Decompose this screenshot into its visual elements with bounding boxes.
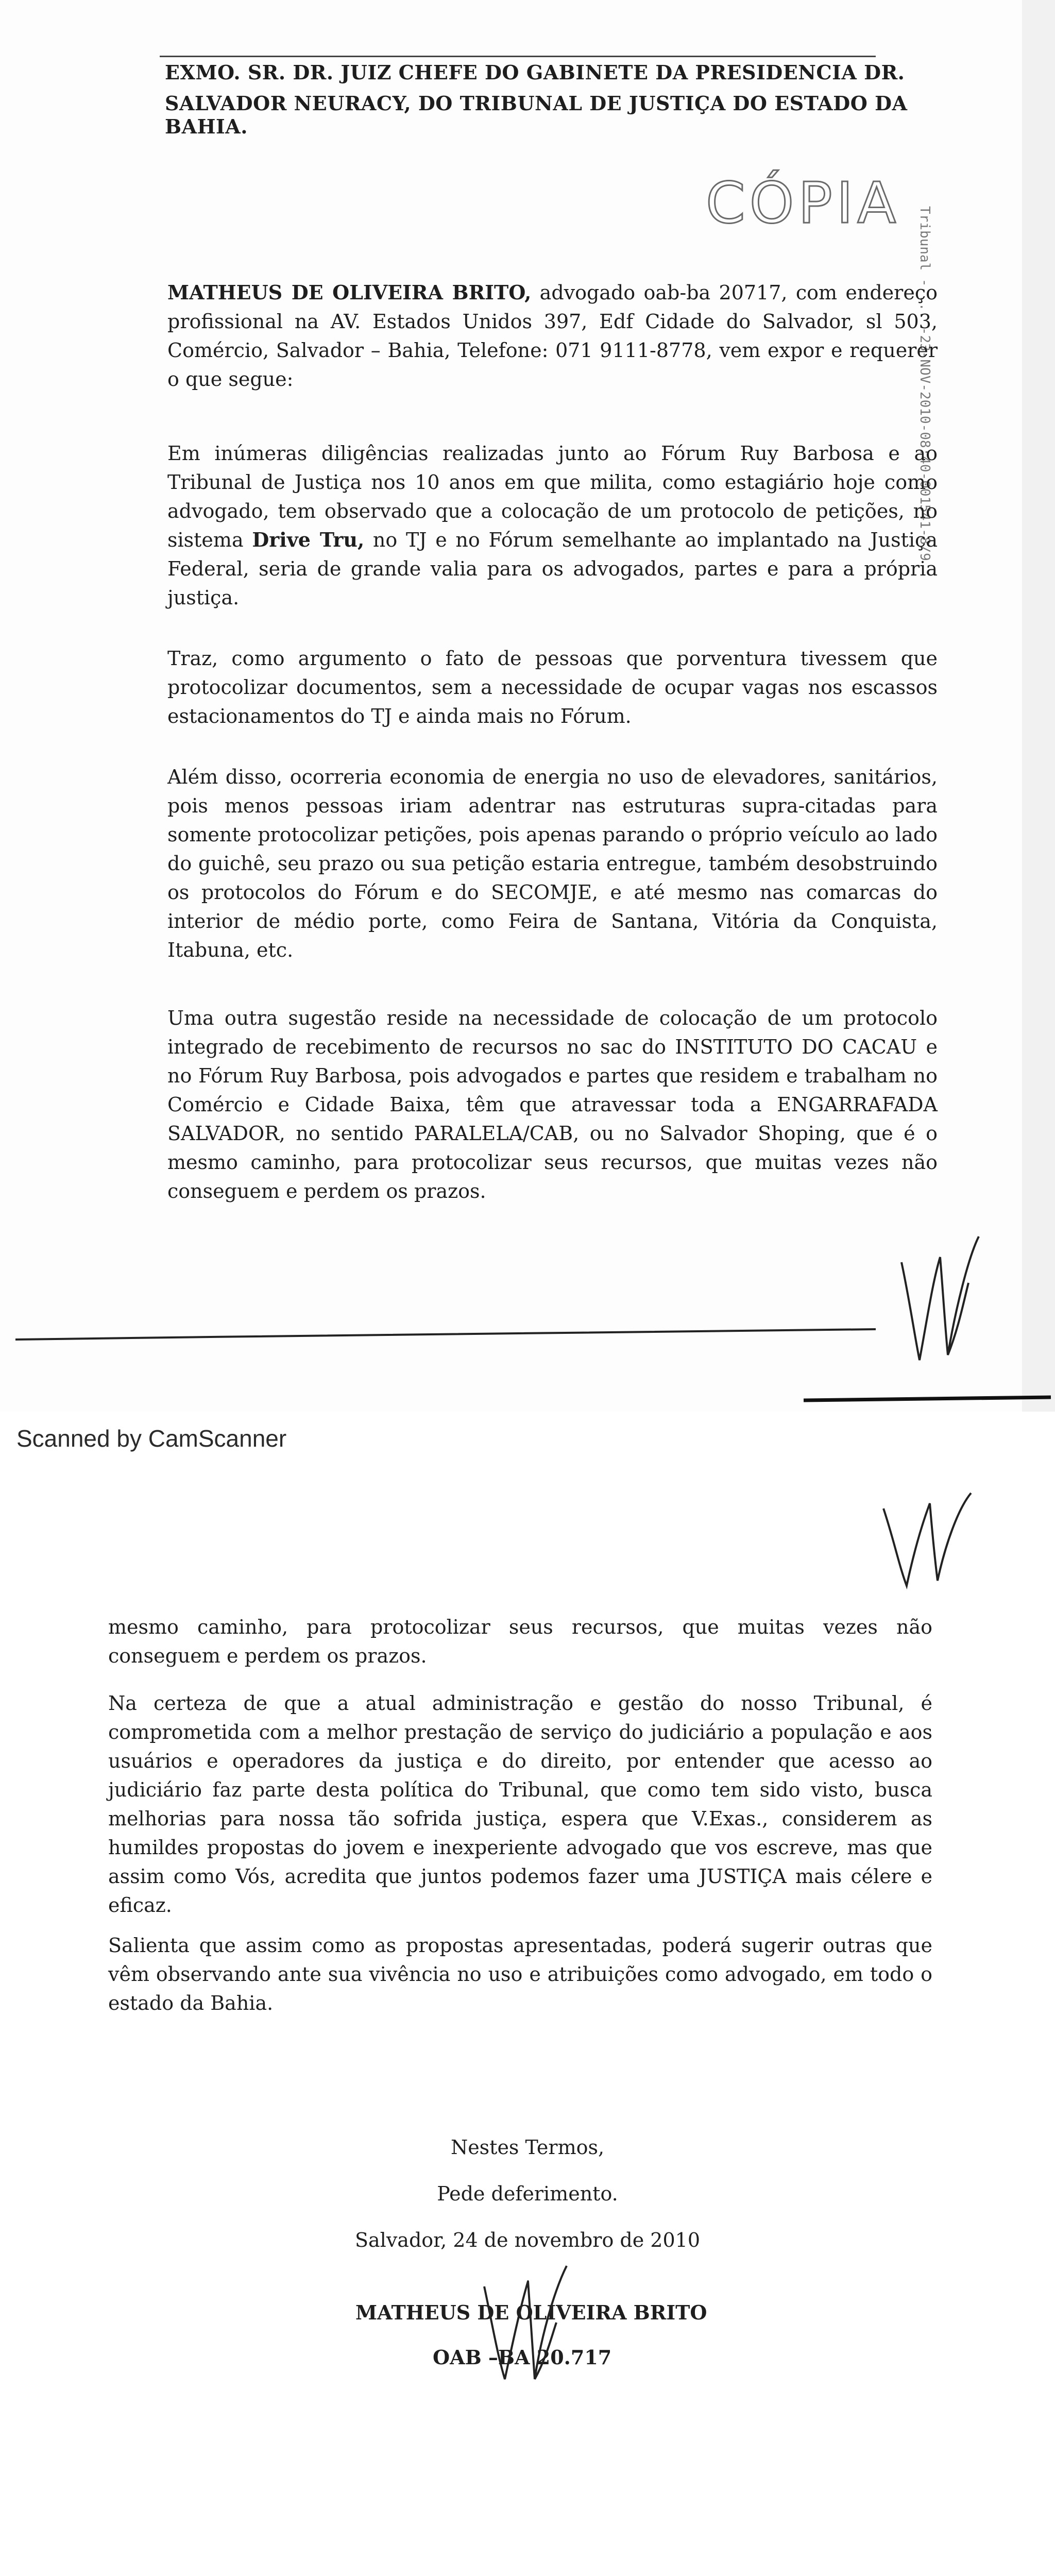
paragraph-3: Além disso, ocorreria economia de energia no uso de elevadores, sanitários, pois menos pessoas iriam adentrar nas estruturas supra-citadas para somente protocolizar petições, pois apenas parando o próprio veículo ao lado do guichê, seu prazo ou sua petição estaria entregue, também desobstruindo os protocolos do Fórum e do SECOMJE, e até mesmo nas comarcas do interior de médio porte, como Feira de Santana, Vitória da Conquista, Itabuna, etc.	[167, 766, 938, 961]
copy-stamp: CÓPIA	[706, 170, 900, 236]
place-and-date: Salvador, 24 de novembro de 2010	[354, 2229, 701, 2251]
intro-text: advogado oab-ba 20717, com endereço profissional na AV. Estados Unidos 397, Edf Cidade do Salvador, sl 503, Comércio, Salvador – Bahia, Telefone: 071 9111-8778, vem expor e requerer o que segue:	[167, 281, 938, 391]
paragraph-4: Uma outra sugestão reside na necessidade de colocação de um protocolo integrado de recebimento de recursos no sac do INSTITUTO DO CACAU e no Fórum Ruy Barbosa, pois advogados e partes que residem e trabalham no Comércio e Cidade Baixa, têm que atravessar toda a ENGARRAFADA SALVADOR, no sentido PARALELA/CAB, ou no Salvador Shoping, que é o mesmo caminho, para protocolizar seus recursos, que muitas vezes não conseguem e perdem os prazos.	[167, 1007, 938, 1202]
header-rule	[160, 56, 876, 57]
protocol-stamp: Tribunal - ... -23-NOV-2010-08:40-001541-8/9	[917, 206, 932, 561]
paragraph-1-text-b: no TJ e no Fórum semelhante ao implantado na Justiça Federal, seria de grande valia para os advogados, partes e para a própria justiça.	[167, 529, 938, 609]
paragraph-6: Salienta que assim como as propostas apresentadas, poderá sugerir outras que vêm observando ante sua vivência no uso e atribuições como advogado, em todo o estado da Bahia.	[108, 1934, 932, 2014]
signature-initial-page-2	[876, 1488, 979, 1591]
signatory-name: MATHEUS DE OLIVEIRA BRITO	[355, 2301, 707, 2324]
signature-initial-page-1	[896, 1226, 984, 1381]
paragraph-2: Traz, como argumento o fato de pessoas que porventura tivessem que protocolizar documentos, sem a necessidade de ocupar vagas nos escassos estacionamentos do TJ e ainda mais no Fórum.	[167, 647, 938, 727]
drive-tru-term: Drive Tru,	[252, 528, 365, 551]
signatory-oab: OAB –BA 20.717	[433, 2346, 612, 2369]
continued-paragraph: mesmo caminho, para protocolizar seus recursos, que muitas vezes não conseguem e perdem os prazos.	[108, 1616, 932, 1667]
paragraph-1-text-a: Em inúmeras diligências realizadas junto ao Fórum Ruy Barbosa e ao Tribunal de Justiça nos 10 anos em que milita, como estagiário hoje como advogado, tem observado que a colocação de um protocolo de petições, no sistema	[167, 442, 938, 551]
paragraph-1	[167, 439, 938, 612]
petitioner-name: MATHEUS DE OLIVEIRA BRITO,	[167, 281, 532, 304]
scan-margin	[1022, 0, 1055, 1412]
scanner-watermark: Scanned by CamScanner	[16, 1425, 287, 1452]
closing-request: Pede deferimento.	[437, 2182, 618, 2205]
paragraph-5: Na certeza de que a atual administração e gestão do nosso Tribunal, é comprometida com a melhor prestação de serviço do judiciário a população e aos usuários e operadores da justiça e do direito, por entender que acesso ao judiciário faz parte desta política do Tribunal, que como tem sido visto, busca melhorias para nossa tão sofrida justiça, espera que V.Exas., considerem as humildes propostas do jovem e inexperiente advogado que vos escreve, mas que assim como Vós, acredita que juntos podemos fazer uma JUSTIÇA mais célere e eficaz.	[108, 1692, 932, 1917]
addressee-line-1: EXMO. SR. DR. JUIZ CHEFE DO GABINETE DA PRESIDENCIA DR.	[165, 61, 905, 84]
addressee-line-2: SALVADOR NEURACY, DO TRIBUNAL DE JUSTIÇA DO ESTADO DA BAHIA.	[165, 92, 908, 138]
signature	[474, 2256, 577, 2395]
closing-terms: Nestes Termos,	[450, 2136, 605, 2159]
intro-paragraph	[167, 278, 938, 394]
document-page-2	[0, 1478, 1055, 2576]
